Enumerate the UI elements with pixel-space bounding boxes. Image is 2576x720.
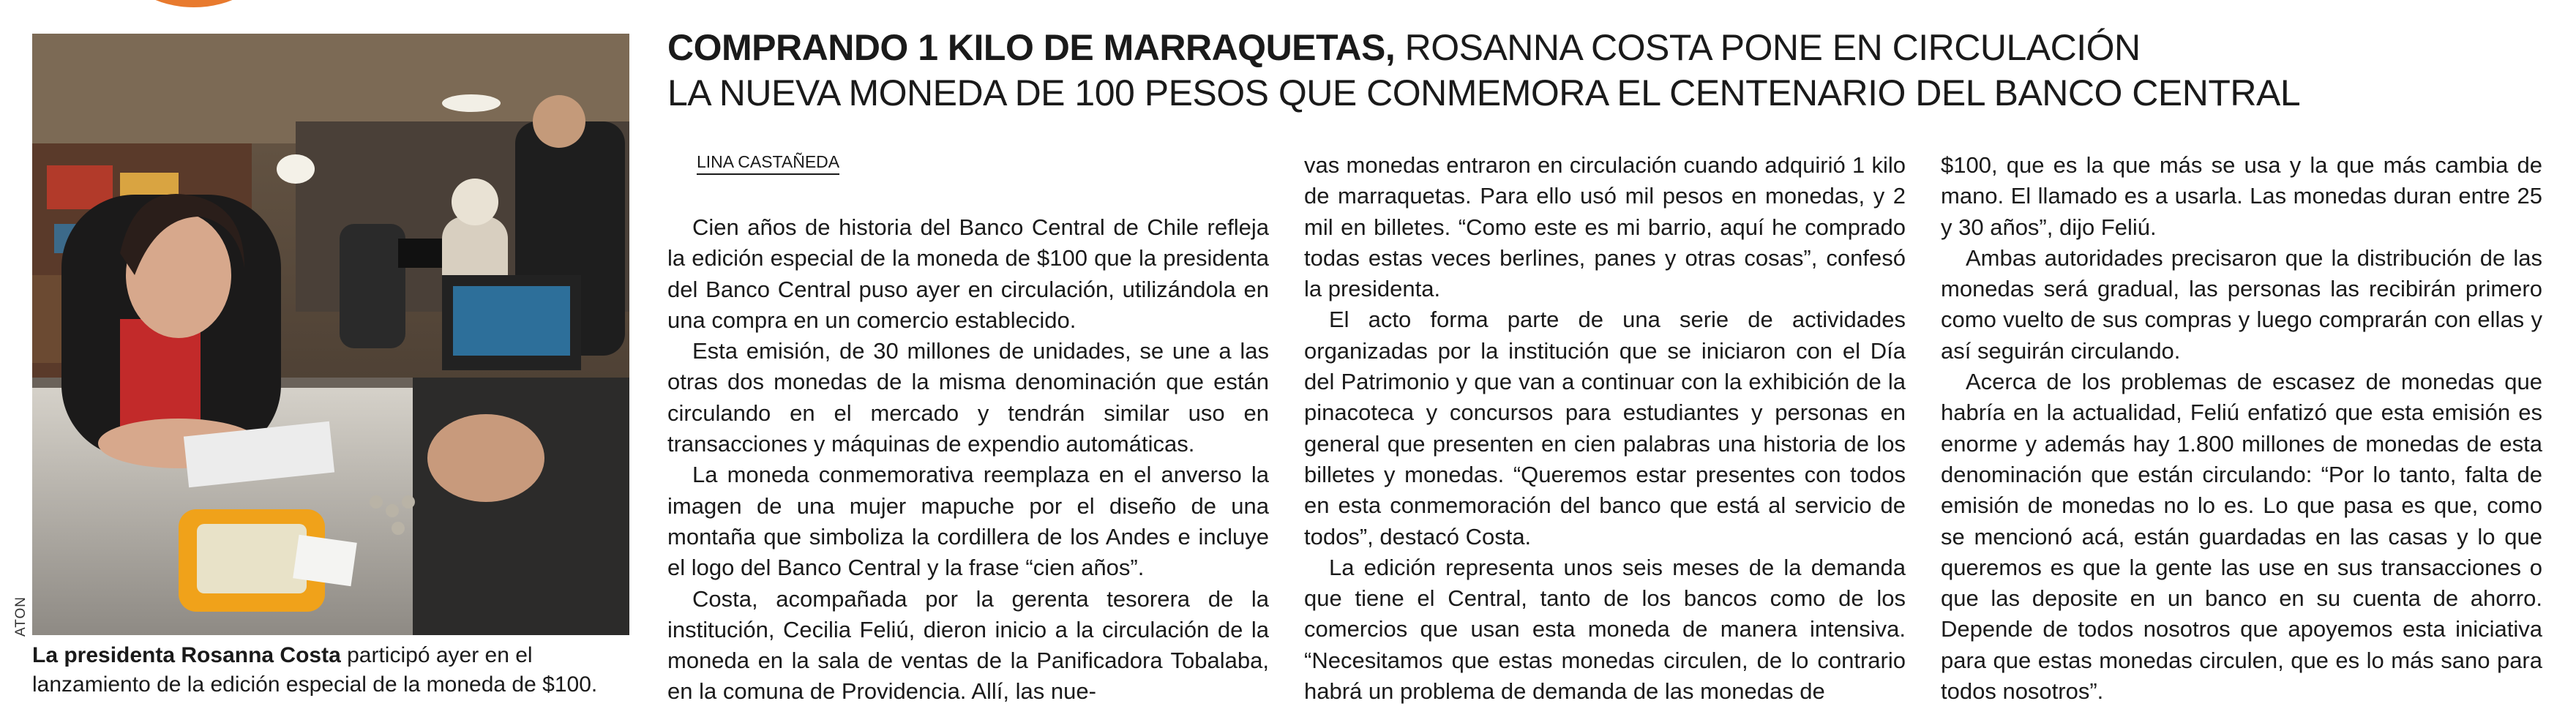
article-photo bbox=[32, 34, 629, 635]
paragraph: $100, que es la que más se usa y la que más cambia de mano. El llamado es a usarla. Las monedas duran entre 25 y 30 años”, dijo Feliú. bbox=[1941, 152, 2542, 240]
article-headline bbox=[667, 25, 2556, 116]
paragraph: Acerca de los problemas de escasez de monedas que habría en la actualidad, Feliú enfatizó que esta emisión es enorme y además hay 1.800 millones de monedas de esta denominación que están circulando: “Por lo tanto, falta de emisión de monedas no lo es. Lo que pasa es que, como se mencionó acá, están guardadas en las casas y lo que queremos es que la gente las use en sus transacciones o que las deposite en un banco en su cuenta de ahorro. Depende de todos nosotros que apoyemos esta iniciativa para que estas monedas circulen, que es lo más sano para todos nosotros”. bbox=[1941, 369, 2542, 705]
paragraph: Costa, acompañada por la gerenta tesorera de la institución, Cecilia Feliú, dieron inicio a la circulación de la moneda en la sala de ventas de la Panificadora Tobalaba, en la comuna de Providencia. Allí, las nue- bbox=[667, 585, 1269, 705]
article-column-2 bbox=[1304, 150, 1906, 707]
article-column-3 bbox=[1941, 150, 2542, 707]
section-marker-circle bbox=[124, 0, 263, 7]
headline-line-1 bbox=[667, 25, 2556, 70]
paragraph: vas monedas entraron en circulación cuando adquirió 1 kilo de marraquetas. Para ello usó mil pesos en monedas, y 2 mil en billetes. “Como este es mi barrio, aquí he comprado todas estas veces berlines, panes y otras cosas”, confesó la presidenta. bbox=[1304, 152, 1906, 302]
caption-bold: La presidenta Rosanna Costa bbox=[32, 643, 341, 667]
paragraph: Ambas autoridades precisaron que la distribución de las monedas será gradual, las personas las recibirán primero como vuelto de sus compras y luego comprarán con ellas y así seguirán circulando. bbox=[1941, 244, 2542, 364]
photo-credit: ATON bbox=[13, 596, 29, 637]
headline-line-1-rest: ROSANNA COSTA PONE EN CIRCULACIÓN bbox=[1395, 27, 2141, 68]
headline-bold: COMPRANDO 1 KILO DE MARRAQUETAS, bbox=[667, 27, 1396, 68]
paragraph: Cien años de historia del Banco Central de Chile refleja la edición especial de la moneda de $100 que la presidenta del Banco Central puso ayer en circulación, utilizándola en una compra en un comercio establecido. bbox=[667, 214, 1269, 333]
article-column-1 bbox=[667, 212, 1269, 708]
paragraph: La edición representa unos seis meses de la demanda que tiene el Central, tanto de los bancos como de los comercios que usan esta moneda de manera intensiva. “Necesitamos que estas monedas circulen, de lo contrario habrá un problema de demanda de las monedas de bbox=[1304, 554, 1906, 705]
caption-text: participó ayer en el lanzamiento de la edición especial de la moneda de $100. bbox=[32, 643, 598, 697]
paragraph: El acto forma parte de una serie de actividades organizadas por la institución que se iniciaron con el Día del Patrimonio y que van a continuar con la exhibición de la pinacoteca y concursos para estudiantes y personas en general que presenten en cien palabras una historia de los billetes y monedas. “Queremos estar presentes con todos en esta conmemoración del banco que está al servicio de todos”, destacó Costa. bbox=[1304, 307, 1906, 550]
byline: LINA CASTAÑEDA bbox=[697, 152, 839, 175]
photo-caption bbox=[32, 641, 640, 700]
headline-line-2: LA NUEVA MONEDA DE 100 PESOS QUE CONMEMORA EL CENTENARIO DEL BANCO CENTRAL bbox=[667, 72, 2301, 113]
paragraph: Esta emisión, de 30 millones de unidades, se une a las otras dos monedas de la misma denominación que están circulando en el mercado y tendrán similar uso en transacciones y máquinas de expendio automáticas. bbox=[667, 338, 1269, 457]
paragraph: La moneda conmemorativa reemplaza en el anverso la imagen de una mujer mapuche por el diseño de una montaña que simboliza la cordillera de los Andes e incluye el logo del Banco Central y la frase “cien años”. bbox=[667, 462, 1269, 581]
